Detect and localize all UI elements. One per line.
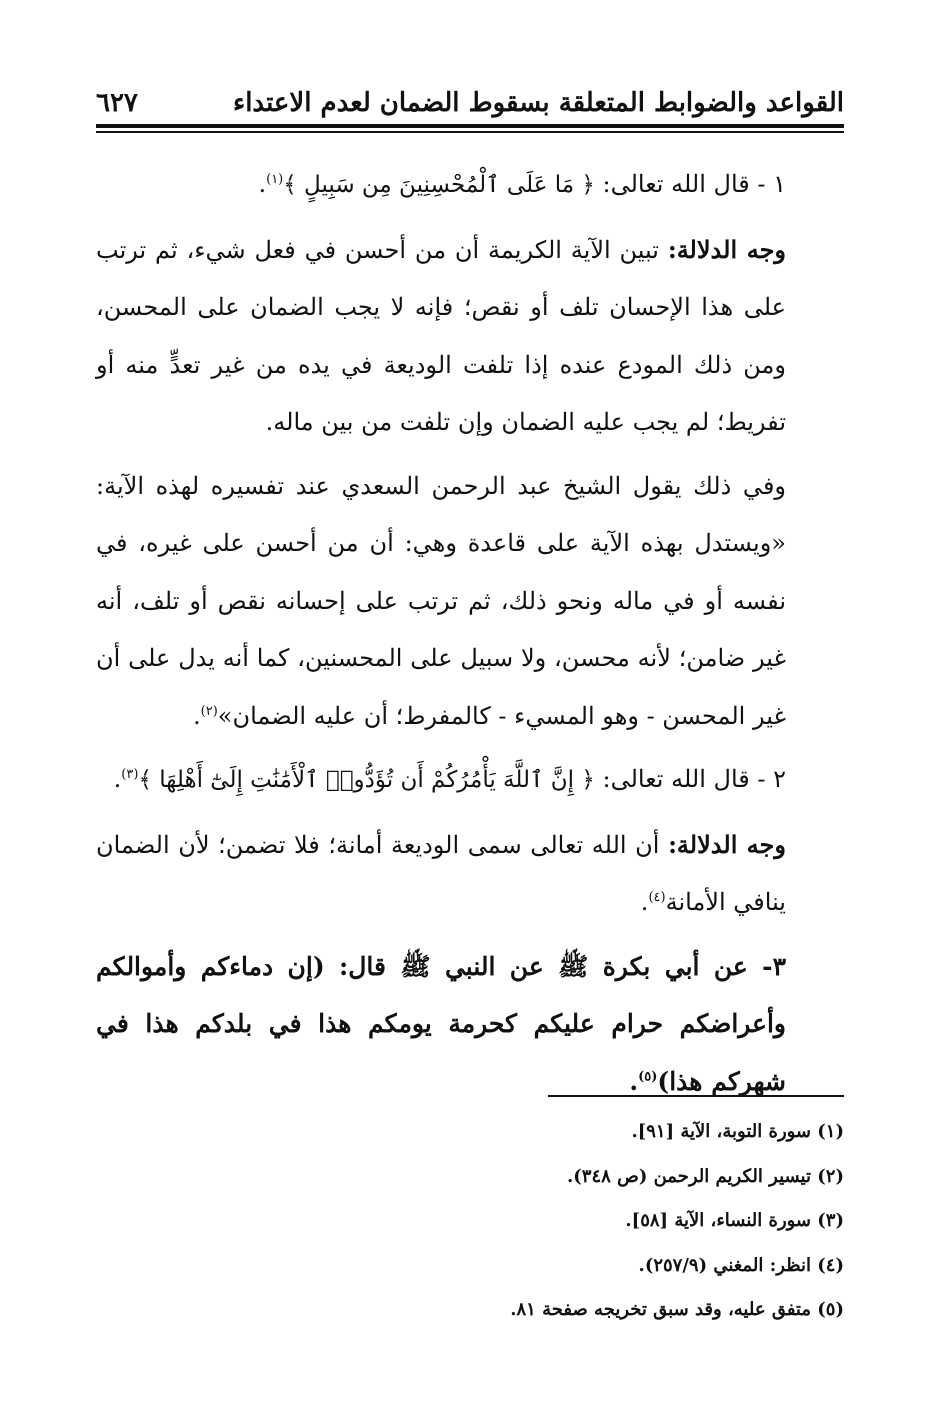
sadi-quote: وفي ذلك يقول الشيخ عبد الرحمن السعدي عند تفسيره لهذه الآية: «ويستدل بهذه الآية على قاعدة وهي: أن من أحسن على غيره، في نفسه أو في ماله ونحو ذلك، ثم ترتب على إحسانه نقص أو تلف، أنه غير ضامن؛ لأنه محسن، ولا سبيل على المحسنين، كما أنه يدل على أن غير المحسن - وهو المسيء - كالمفرط؛ أن عليه الضمان»$^{(٢)}$.: [96, 471, 786, 730]
footnote-separator: [548, 1095, 844, 1097]
footnote-ref: (١): [266, 172, 284, 187]
evidence-1: ١ - قال الله تعالى: ﴿ مَا عَلَى ٱلْمُحْسِنِينَ مِن سَبِيلٍ ﴾$^{(١)}$.: [258, 170, 786, 198]
header-title: القواعد والضوابط المتعلقة بسقوط الضمان لعدم الاعتداء: [232, 88, 844, 118]
footnote-3: (٣) سورة النساء، الآية [٥٨].: [625, 1210, 844, 1231]
evidence-3-hadith: ٣- عن أبي بكرة ﷺ عن النبي ﷺ قال: (إن دماءكم وأموالكم وأعراضكم حرام عليكم كحرمة يومكم هذا في بلدكم هذا في شهركم هذا)$^{(٥)}$.: [96, 951, 786, 1096]
quran-verse: ﴿ إِنَّ ٱللَّهَ يَأْمُرُكُمْ أَن تُؤَدُّوا۟ ٱلْأَمَٰنَٰتِ إِلَىٰٓ أَهْلِهَا ﴾: [138, 767, 595, 793]
footnote-2: (٢) تيسير الكريم الرحمن (ص ٣٤٨).: [566, 1165, 844, 1187]
header-rule-thick: [96, 124, 844, 128]
footnote-1: (١) سورة التوبة، الآية [٩١].: [631, 1121, 844, 1142]
evidence-1-explanation: وجه الدلالة: تبين الآية الكريمة أن من أحسن في فعل شيء، ثم ترتب على هذا الإحسان تلف أو نقص؛ فإنه لا يجب الضمان على المحسن، ومن ذلك المودع عنده إذا تلفت الوديعة في يده من غير تعدٍّ منه أو تفريط؛ لم يجب عليه الضمان وإن تلفت من بين ماله.: [96, 234, 786, 436]
footnote-5: (٥) متفق عليه، وقد سبق تخريجه صفحة ٨١.: [510, 1299, 844, 1320]
footnote-ref: (٥): [638, 1069, 658, 1085]
running-header: [96, 88, 844, 124]
footnote-ref: (٢): [200, 703, 218, 719]
footnotes: [96, 1110, 844, 1333]
footnote-4: (٤) انظر: المغني (٢٥٧/٩).: [638, 1254, 844, 1276]
main-text: [96, 156, 844, 1116]
keyword-label: وجه الدلالة:: [668, 829, 786, 859]
evidence-2-explanation: وجه الدلالة: أن الله تعالى سمى الوديعة أمانة؛ فلا تضمن؛ لأن الضمان ينافي الأمانة$^{(٤)}$.: [96, 829, 786, 916]
page-number: ٦٢٧: [96, 88, 138, 118]
footnote-ref: (٤): [648, 890, 666, 905]
evidence-2: ٢ - قال الله تعالى: ﴿ إِنَّ ٱللَّهَ يَأْمُرُكُمْ أَن تُؤَدُّوا۟ ٱلْأَمَٰنَٰتِ إِلَىٰٓ أَهْلِهَا ﴾$^{(٣)}$.: [113, 765, 786, 793]
quran-verse: ﴿ مَا عَلَى ٱلْمُحْسِنِينَ مِن سَبِيلٍ ﴾: [283, 172, 595, 198]
keyword-label: وجه الدلالة:: [667, 234, 786, 264]
header-rule-thin: [96, 131, 844, 133]
footnote-ref: (٣): [121, 767, 139, 782]
